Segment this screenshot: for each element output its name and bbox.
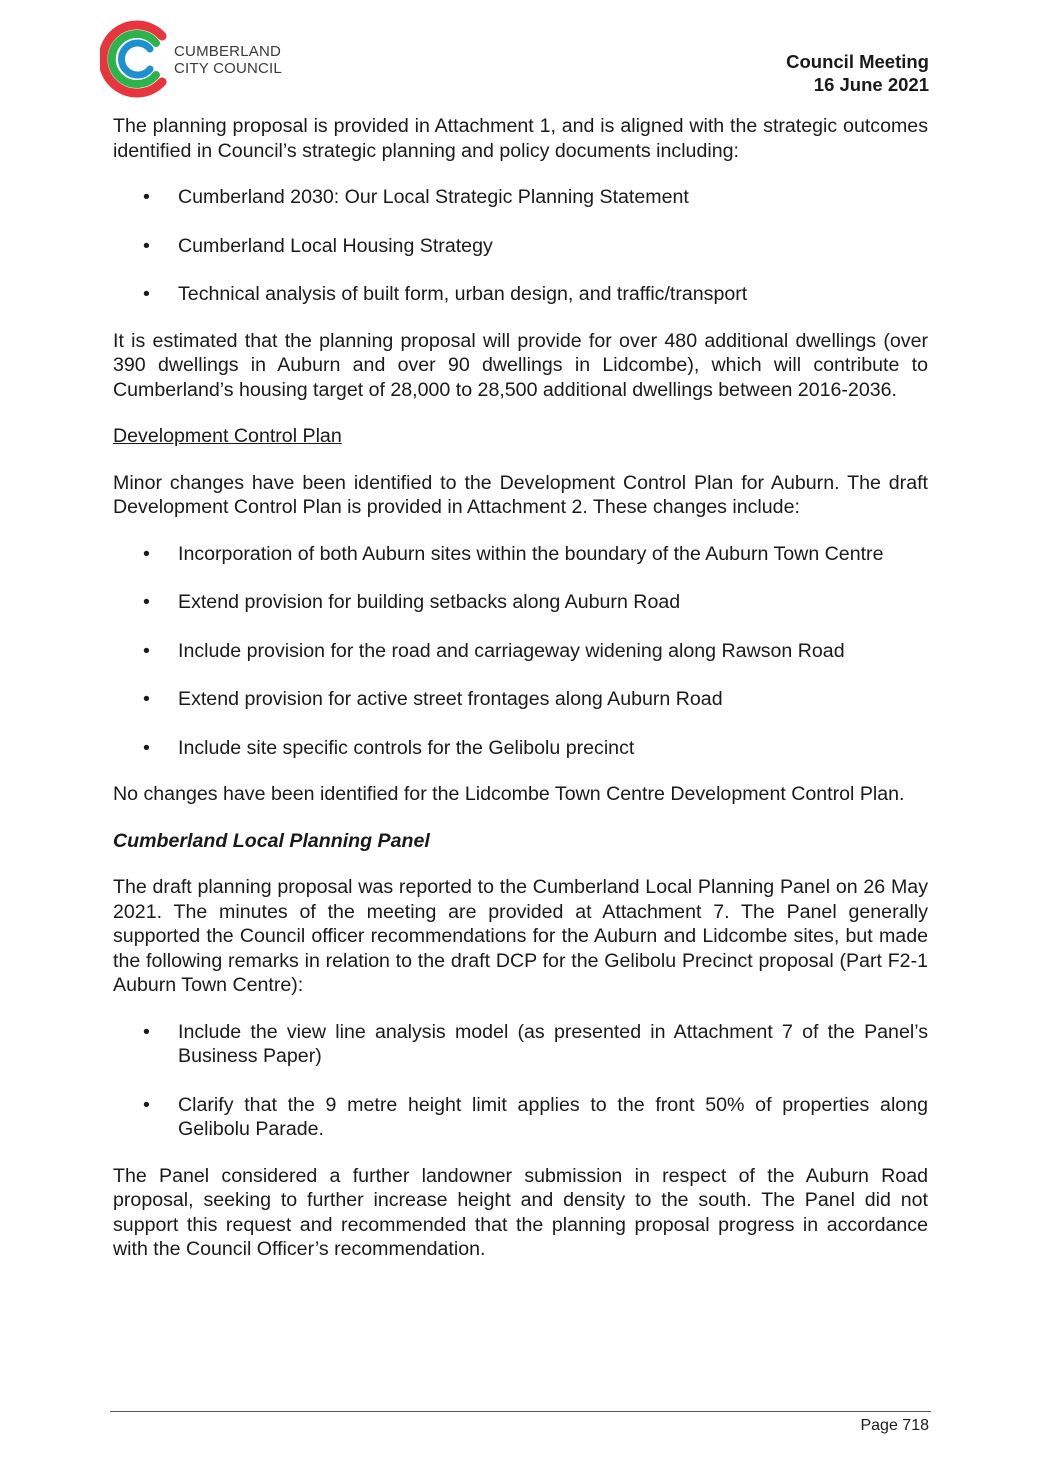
logo-line-1: CUMBERLAND bbox=[174, 43, 282, 60]
paragraph-dwellings: It is estimated that the planning proposal will provide for over 480 additional dwellings (over 390 dwellings in Auburn and over 90 dwellings in Lidcombe), which will contribute to Cumberland’s housing target of 28,000 to 28,500 additional dwellings between 2016-2036. bbox=[113, 329, 928, 401]
logo-line-2: CITY COUNCIL bbox=[174, 60, 282, 77]
dcp-changes-list bbox=[113, 542, 928, 761]
panel-remarks-list bbox=[113, 1020, 928, 1142]
list-item bbox=[113, 639, 928, 664]
bullet-icon: • bbox=[143, 234, 150, 257]
list-item-text: Cumberland Local Housing Strategy bbox=[178, 234, 493, 257]
bullet-icon: • bbox=[143, 186, 150, 208]
strategic-documents-list bbox=[113, 185, 928, 307]
paragraph-lidcombe: No changes have been identified for the Lidcombe Town Centre Development Control Plan. bbox=[113, 783, 905, 805]
list-item bbox=[113, 736, 928, 761]
meeting-date: 16 June 2021 bbox=[813, 74, 929, 95]
page-number: Page 718 bbox=[860, 1417, 929, 1434]
list-item-text: Include site specific controls for the Gelibolu precinct bbox=[178, 736, 635, 759]
bullet-icon: • bbox=[143, 1093, 150, 1116]
list-item bbox=[113, 687, 928, 712]
bullet-icon: • bbox=[143, 542, 150, 565]
list-item-text: Extend provision for building setbacks along Auburn Road bbox=[178, 591, 681, 613]
list-item bbox=[113, 1020, 928, 1069]
list-item bbox=[113, 590, 928, 615]
footer-divider bbox=[110, 1411, 931, 1412]
list-item-text: Incorporation of both Auburn sites within the boundary of the Auburn Town Centre bbox=[178, 542, 884, 565]
heading-local-planning-panel: Cumberland Local Planning Panel bbox=[113, 829, 430, 852]
list-item-text: Include provision for the road and carriageway widening along Rawson Road bbox=[178, 639, 845, 662]
paragraph-landowner-submission: The Panel considered a further landowner submission in respect of the Auburn Road proposal, seeking to further increase height and density to the south. The Panel did not support this request and recommended that the planning proposal progress in accordance with the Council Officer’s recommendation. bbox=[113, 1164, 928, 1260]
meeting-title: Council Meeting bbox=[786, 51, 929, 72]
list-item bbox=[113, 542, 928, 567]
logo-wordmark bbox=[174, 43, 282, 77]
list-item-text: Technical analysis of built form, urban design, and traffic/transport bbox=[178, 283, 748, 305]
paragraph-intro: The planning proposal is provided in Attachment 1, and is aligned with the strategic outcomes identified in Council’s strategic planning and policy documents including: bbox=[113, 115, 928, 162]
list-item-text: Clarify that the 9 metre height limit applies to the front 50% of properties along Gelibolu Parade. bbox=[178, 1093, 928, 1140]
paragraph-dcp-changes: Minor changes have been identified to the Development Control Plan for Auburn. The draft Development Control Plan is provided in Attachment 2. These changes include: bbox=[113, 471, 928, 518]
bullet-icon: • bbox=[143, 283, 150, 305]
heading-development-control-plan: Development Control Plan bbox=[113, 425, 342, 447]
council-logo-icon bbox=[100, 18, 172, 100]
bullet-icon: • bbox=[143, 688, 150, 710]
document-body bbox=[113, 114, 928, 1284]
list-item bbox=[113, 282, 928, 307]
list-item bbox=[113, 185, 928, 210]
list-item bbox=[113, 1093, 928, 1142]
paragraph-panel-report: The draft planning proposal was reported to the Cumberland Local Planning Panel on 26 May 2021. The minutes of the meeting are provided at Attachment 7. The Panel generally supported the Council officer recommendations for the Auburn and Lidcombe sites, but made the following remarks in relation to the draft DCP for the Gelibolu Precinct proposal (Part F2-1 Auburn Town Centre): bbox=[113, 876, 928, 996]
bullet-icon: • bbox=[143, 1020, 150, 1043]
list-item-text: Cumberland 2030: Our Local Strategic Planning Statement bbox=[178, 186, 689, 208]
list-item bbox=[113, 234, 928, 259]
bullet-icon: • bbox=[143, 591, 150, 613]
list-item-text: Extend provision for active street frontages along Auburn Road bbox=[178, 688, 723, 710]
bullet-icon: • bbox=[143, 736, 150, 759]
bullet-icon: • bbox=[143, 639, 150, 662]
council-logo bbox=[100, 18, 300, 100]
meeting-header bbox=[786, 50, 929, 96]
list-item-text: Include the view line analysis model (as presented in Attachment 7 of the Panel’s Business Paper) bbox=[178, 1020, 928, 1067]
